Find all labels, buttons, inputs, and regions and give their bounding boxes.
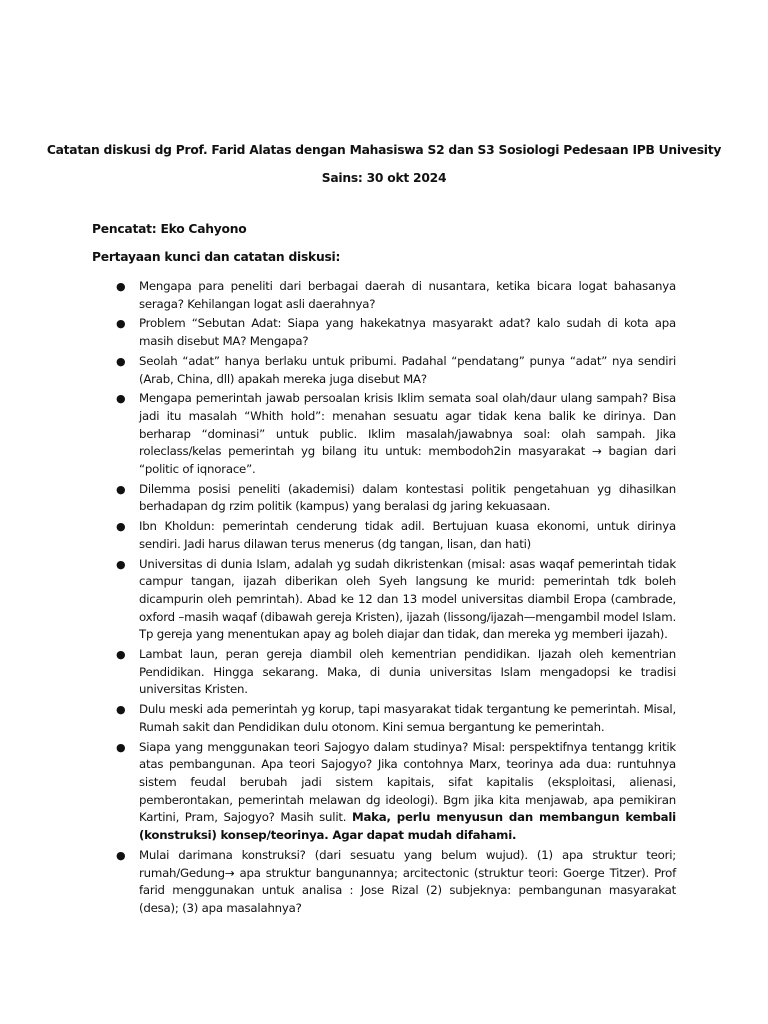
list-item-text: Dulu meski ada pemerintah yg korup, tapi masyarakat tidak tergantung ke pemerintah. Misal, Rumah sakit dan Pendidikan dulu otonom. Kini semua bergantung ke pemerintah. bbox=[139, 702, 676, 734]
list-item bbox=[92, 353, 676, 388]
list-item bbox=[92, 481, 676, 516]
bullet-icon: ● bbox=[116, 354, 126, 368]
document-subtitle: Sains: 30 okt 2024 bbox=[321, 171, 447, 185]
key-questions-heading: Pertayaan kunci dan catatan diskusi: bbox=[92, 250, 341, 264]
list-item-text: Mengapa pemerintah jawab persoalan krisis Iklim semata soal olah/daur ulang sampah? Bisa jadi itu masalah “Whith hold”: menahan sesuatu agar tidak kena balik ke dirinya. Dan berharap “dominasi” untuk public. Iklim masalah/jawabnya soal: olah sampah. Jika roleclass/kelas pemerintah yg bilang itu untuk: membodoh2in masyarakat → bagian dari “politic of iqnorace”. bbox=[139, 391, 676, 477]
list-item bbox=[92, 739, 676, 845]
list-item bbox=[92, 847, 676, 918]
list-item-bold-text: Maka, perlu menyusun dan membangun kembali (konstruksi) konsep/teorinya. Agar dapat mudah difahami. bbox=[139, 810, 676, 843]
list-item bbox=[92, 646, 676, 699]
bullet-icon: ● bbox=[116, 648, 126, 662]
bullet-icon: ● bbox=[116, 392, 126, 406]
list-item-text: Mengapa para peneliti dari berbagai daerah di nusantara, ketika bicara logat bahasanya seraga? Kehilangan logat asli daerahnya? bbox=[139, 279, 676, 311]
bullet-icon: ● bbox=[116, 557, 126, 571]
bullet-icon: ● bbox=[116, 280, 126, 293]
list-item bbox=[92, 278, 676, 313]
bullet-icon: ● bbox=[116, 703, 126, 717]
bullet-icon: ● bbox=[116, 848, 126, 862]
list-item-text: Problem “Sebutan Adat: Siapa yang hakekatnya masyarakt adat? kalo sudah di kota apa masih disebut MA? Mengapa? bbox=[139, 316, 676, 349]
list-item-text: Dilemma posisi peneliti (akademisi) dalam kontestasi politik pengetahuan yg dihasilkan berhadapan dg rzim politik (kampus) yang beralasi dg jaring kekuasaan. bbox=[139, 481, 676, 514]
list-item bbox=[92, 315, 676, 350]
list-item-text: Seolah “adat” hanya berlaku untuk pribumi. Padahal “pendatang” punya “adat” nya sendiri (Arab, China, dll) apakah mereka juga disebut MA? bbox=[139, 353, 676, 386]
list-item-text: Lambat laun, peran gereja diambil oleh kementrian pendidikan. Ijazah oleh kementrian Pendidikan. Hingga sekarang. Maka, di dunia universitas Islam mengadopsi ke tradisi universitas Kristen. bbox=[139, 647, 676, 697]
bullet-icon: ● bbox=[116, 520, 126, 534]
discussion-notes-list bbox=[92, 278, 676, 920]
list-item-text: Mulai darimana konstruksi? (dari sesuatu yang belum wujud). (1) apa struktur teori; rumah/Gedung→ apa struktur bangunannya; arcitectonic (struktur teori: Goerge Titzer). Prof farid menggunakan untuk analisa : Jose Rizal (2) subjeknya: pembangunan masyarakat (desa); (3) apa masalahnya? bbox=[139, 847, 676, 915]
recorder-line: Pencatat: Eko Cahyono bbox=[92, 222, 247, 236]
list-item-text: Universitas di dunia Islam, adalah yg sudah dikristenkan (misal: asas waqaf pemerintah tidak campur tangan, ijazah diberikan oleh Syeh langsung ke murid: pemerintah tdk boleh dicampurin oleh pemrintah). Abad ke 12 dan 13 model universitas diambil Eropa (cambrade, oxford –masih waqaf (dibawah gereja Kristen), ijazah (lissong/ijazah—mengambil model Islam. Tp gereja yang menentukan apay ag boleh diajar dan tidak, dan mereka yg memberi ijazah). bbox=[139, 556, 676, 642]
bullet-icon: ● bbox=[116, 317, 126, 331]
bullet-icon: ● bbox=[116, 740, 126, 754]
list-item bbox=[92, 701, 676, 736]
bullet-icon: ● bbox=[116, 482, 126, 496]
list-item bbox=[92, 518, 676, 553]
document-title: Catatan diskusi dg Prof. Farid Alatas dengan Mahasiswa S2 dan S3 Sosiologi Pedesaan IPB Univesity bbox=[46, 143, 722, 157]
list-item bbox=[92, 556, 676, 645]
list-item-text: Ibn Kholdun: pemerintah cenderung tidak adil. Bertujuan kuasa ekonomi, untuk dirinya sendiri. Jadi harus dilawan terus menerus (dg tangan, lisan, dan hati) bbox=[139, 519, 676, 551]
list-item-text: Siapa yang menggunakan teori Sajogyo dalam studinya? Misal: perspektifnya tentangg kritik atas pembangunan. Apa teori Sajogyo? Jika contohnya Marx, teorinya ada dua: runtuhnya sistem feudal berubah jadi sistem kapitais, sifat kapitalis (eksploitasi, alienasi, pemberontakan, pemerintah melawan dg ideologi). Bgm jika kita menjawab, apa pemikiran Kartini, Pram, Sajogyo? Masih sulit. bbox=[139, 739, 676, 825]
list-item bbox=[92, 390, 676, 479]
